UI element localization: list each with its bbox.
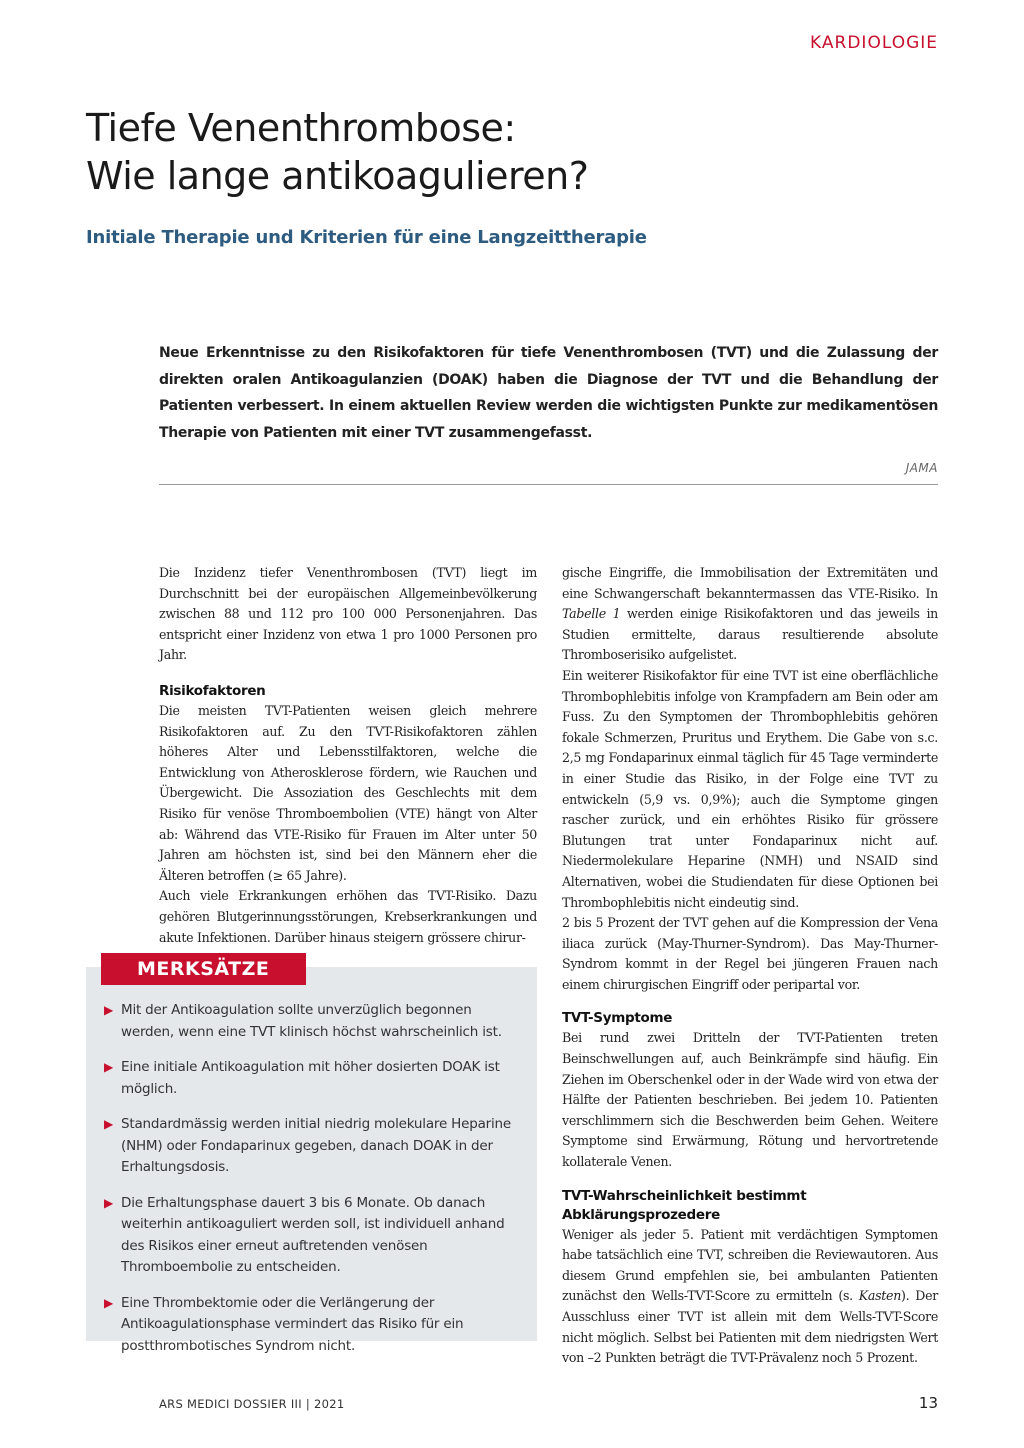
intro-paragraph: Die Inzidenz tiefer Venenthrombosen (TVT) liegt im Durchschnitt bei der europäischen Allgemeinbevölkerung zwischen 88 und 112 pro 100 000 Personenjahren. Das entspricht einer Inzidenz von etwa 1 pro 1000 Personen pro Jahr. bbox=[159, 565, 537, 663]
list-item bbox=[104, 1193, 524, 1279]
heading-line-1: TVT-Wahrscheinlichkeit bestimmt bbox=[562, 1187, 807, 1204]
body-paragraph bbox=[562, 1225, 938, 1369]
list-item bbox=[104, 1114, 524, 1179]
title-line-2: Wie lange antikoagulieren? bbox=[86, 154, 589, 198]
triangle-bullet-icon: ▶ bbox=[104, 1003, 114, 1017]
list-item-text: Mit der Antikoagulation sollte unverzüglich begonnen werden, wenn eine TVT klinisch höchst wahrscheinlich ist. bbox=[121, 1002, 502, 1040]
page-number: 13 bbox=[918, 1394, 938, 1412]
triangle-bullet-icon: ▶ bbox=[104, 1295, 114, 1310]
text-run: gische Eingriffe, die Immobilisation der Extremitäten und eine Schwangerschaft bekanntermassen das VTE-Risiko. In bbox=[562, 565, 938, 601]
body-paragraph: Auch viele Erkrankungen erhöhen das TVT-Risiko. Dazu gehören Blutgerinnungsstörungen, Krebserkrankungen und akute Infektionen. Darüber hinaus steigern grössere chirur- bbox=[159, 888, 537, 945]
lead-paragraph: Neue Erkenntnisse zu den Risikofaktoren für tiefe Venenthrombosen (TVT) und die Zulassung der direkten oralen Antikoagulanzien (DOAK) haben die Diagnose der TVT und die Behandlung der Patienten verbessert. In einem aktuellen Review werden die wichtigsten Punkte zur medikamentösen Therapie von Patienten mit einer TVT zusammengefasst. bbox=[159, 345, 938, 441]
divider bbox=[159, 484, 938, 485]
triangle-bullet-icon: ▶ bbox=[104, 1060, 114, 1074]
text-run: werden einige Risikofaktoren und das jeweils in Studien ermittelte, daraus resultierende absolute Thromboserisiko aufgelistet. bbox=[562, 606, 938, 663]
list-item bbox=[104, 1000, 524, 1043]
body-paragraph: Bei rund zwei Dritteln der TVT-Patienten treten Beinschwellungen auf, auch Beinkrämpfe sind häufig. Ein Ziehen im Oberschenkel oder in der Wade wird von etwa der Hälfte der Patienten beschrieben. Bei jedem 10. Patienten verschlimmern sich die Beschwerden beim Gehen. Weitere Symptome sind Erwärmung, Rötung und hervortretende kollaterale Venen. bbox=[562, 1030, 938, 1170]
list-item-text: Eine Thrombektomie oder die Verlängerung der Antikoagulationsphase vermindert das Risiko für ein postthrombotisches Syndrom nicht. bbox=[121, 1294, 464, 1354]
section-label: KARDIOLOGIE bbox=[810, 33, 938, 53]
list-item bbox=[104, 1293, 524, 1358]
body-paragraph: Die meisten TVT-Patienten weisen gleich mehrere Risikofaktoren auf. Zu den TVT-Risikofaktoren zählen höheres Alter und Lebensstilfaktoren, welche die Entwicklung von Atherosklerose fördern, wie Rauchen und Übergewicht. Die Assoziation des Geschlechts mit dem Risiko für venöse Thromboembolien (VTE) hängt von Alter ab: Während das VTE-Risiko für Frauen im Alter unter 50 Jahren am höchsten ist, sind bei den Männern eher die Älteren betroffen (≥ 65 Jahre). bbox=[159, 702, 537, 883]
body-paragraph: 2 bis 5 Prozent der TVT gehen auf die Kompression der Vena iliaca zurück (May-Thurner-Syndrom). Das May-Thurner-Syndrom kommt in der Regel bei jüngeren Frauen nach einem chirurgischen Eingriff oder peripartal vor. bbox=[562, 915, 938, 992]
title-line-1: Tiefe Venenthrombose: bbox=[86, 106, 516, 150]
heading-wahrscheinlichkeit bbox=[562, 1187, 938, 1225]
merksaetze-label: MERKSÄTZE bbox=[101, 953, 306, 985]
triangle-bullet-icon: ▶ bbox=[104, 1117, 114, 1131]
publication-footer: ARS MEDICI DOSSIER III | 2021 bbox=[159, 1397, 345, 1411]
list-item bbox=[104, 1057, 524, 1100]
heading-risikofaktoren: Risikofaktoren bbox=[159, 682, 266, 699]
table-reference: Tabelle 1 bbox=[562, 606, 621, 622]
heading-symptome: TVT-Symptome bbox=[562, 1010, 673, 1027]
heading-line-2: Abklärungsprozedere bbox=[562, 1206, 720, 1223]
list-item-text: Die Erhaltungsphase dauert 3 bis 6 Monate. Ob danach weiterhin antikoaguliert werden soll, ist individuell anhand des Risikos einer erneut auftretenden venösen Thromboembolie zu entscheiden. bbox=[121, 1194, 505, 1275]
article-subtitle: Initiale Therapie und Kriterien für eine Langzeittherapie bbox=[86, 227, 647, 248]
column-left bbox=[159, 563, 537, 948]
merksaetze-list bbox=[104, 1000, 524, 1371]
list-item-text: Eine initiale Antikoagulation mit höher dosierten DOAK ist möglich. bbox=[121, 1059, 500, 1097]
body-paragraph bbox=[562, 563, 938, 666]
column-right bbox=[562, 563, 938, 1369]
box-reference: Kasten bbox=[858, 1288, 902, 1304]
text-run: ). Der Ausschluss einer TVT ist allein mit dem Wells-TVT-Score nicht möglich. Selbst bei Patienten mit dem niedrigsten Wert von –2 Punkten beträgt die TVT-Prävalenz noch 5 Prozent. bbox=[562, 1288, 938, 1366]
body-paragraph: Ein weiterer Risikofaktor für eine TVT ist eine oberflächliche Thrombophlebitis infolge von Krampfadern am Bein oder am Fuss. Zu den Symptomen der Thrombophlebitis gehören fokale Schmerzen, Pruritus und Erythem. Die Gabe von s.c. 2,5 mg Fondaparinux einmal täglich für 45 Tage verminderte in einer Studie das Risiko, in der Folge eine TVT zu entwickeln (5,9 vs. 0,9%); auch die Symptome gingen rascher zurück, und ein erhöhtes Risiko für grössere Blutungen trat unter Fondaparinux nicht auf. Niedermolekulare Heparine (NMH) und NSAID sind Alternativen, wobei die Studiendaten für diese Optionen bei Thrombophlebitis nicht eindeutig sind. bbox=[562, 667, 938, 910]
text-run: Weniger als jeder 5. Patient mit verdächtigen Symptomen habe tatsächlich eine TVT, schreiben die Reviewautoren. Aus diesem Grund empfehlen sie, bei ambulanten Patienten zunächst den Wells-TVT-Score zu ermitteln (s. bbox=[562, 1226, 938, 1304]
list-item-text: Standardmässig werden initial niedrig molekulare Heparine (NHM) oder Fondaparinux gegeben, danach DOAK in der Erhaltungsdosis. bbox=[121, 1116, 512, 1175]
article-title bbox=[86, 104, 946, 200]
triangle-bullet-icon: ▶ bbox=[104, 1195, 114, 1210]
source-label: JAMA bbox=[905, 461, 938, 475]
